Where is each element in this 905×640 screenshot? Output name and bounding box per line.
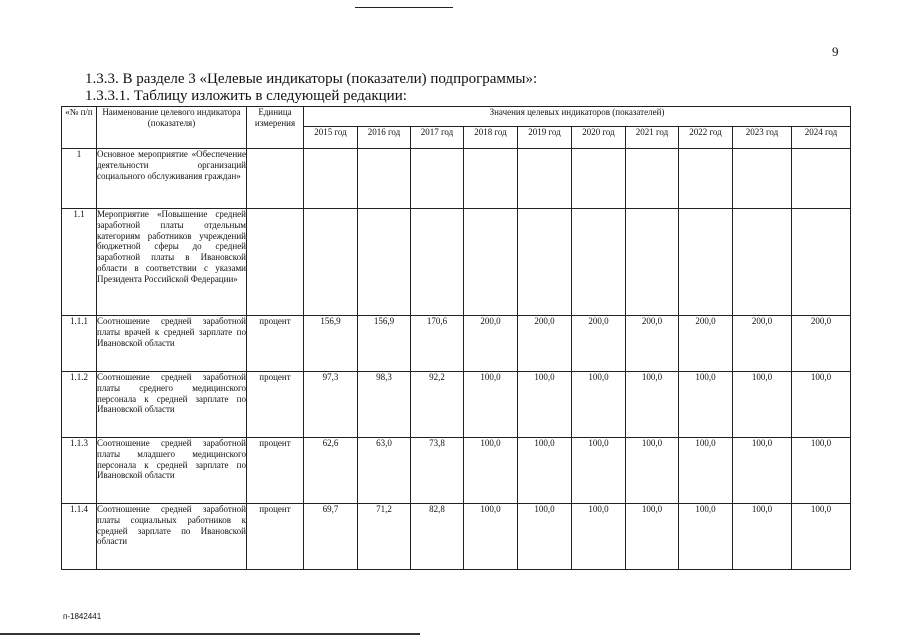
- column-header-number: «№ п/п: [62, 107, 97, 149]
- year-header: 2019 год: [518, 127, 572, 149]
- value-cell: 82,8: [411, 504, 464, 570]
- subsection-heading: 1.3.3.1. Таблицу изложить в следующей редакции:: [85, 88, 407, 104]
- value-cell: 100,0: [679, 438, 733, 504]
- value-cell: 100,0: [572, 372, 626, 438]
- table-row: [62, 438, 851, 504]
- value-cell: 100,0: [518, 504, 572, 570]
- value-cell: [679, 149, 733, 209]
- indicator-name: Соотношение средней заработной платы среднего медицинского персонала к средней зарплате по Ивановской области: [97, 372, 247, 438]
- bottom-divider: [0, 633, 420, 635]
- value-cell: 100,0: [464, 438, 518, 504]
- unit-cell: процент: [247, 438, 304, 504]
- table-row: [62, 149, 851, 209]
- value-cell: 100,0: [626, 438, 679, 504]
- value-cell: 156,9: [358, 316, 411, 372]
- indicators-table: [61, 106, 851, 570]
- indicator-name: Соотношение средней заработной платы младшего медицинского персонала к средней зарплате по Ивановской области: [97, 438, 247, 504]
- page-number: 9: [832, 44, 839, 59]
- table-row: [62, 504, 851, 570]
- row-number: 1.1.2: [62, 372, 97, 438]
- unit-cell: [247, 149, 304, 209]
- value-cell: [411, 149, 464, 209]
- value-cell: 100,0: [733, 438, 792, 504]
- value-cell: 100,0: [518, 438, 572, 504]
- value-cell: [358, 209, 411, 316]
- value-cell: 62,6: [304, 438, 358, 504]
- unit-cell: [247, 209, 304, 316]
- year-header: 2018 год: [464, 127, 518, 149]
- year-header: 2024 год: [792, 127, 851, 149]
- value-cell: 200,0: [518, 316, 572, 372]
- value-cell: [464, 149, 518, 209]
- value-cell: [792, 209, 851, 316]
- value-cell: [358, 149, 411, 209]
- value-cell: [518, 209, 572, 316]
- section-heading: 1.3.3. В разделе 3 «Целевые индикаторы (показатели) подпрограммы»:: [85, 71, 538, 87]
- value-cell: 63,0: [358, 438, 411, 504]
- value-cell: [792, 149, 851, 209]
- value-cell: 100,0: [464, 372, 518, 438]
- year-header: 2021 год: [626, 127, 679, 149]
- unit-cell: процент: [247, 316, 304, 372]
- year-header: 2023 год: [733, 127, 792, 149]
- value-cell: [572, 209, 626, 316]
- value-cell: 100,0: [792, 438, 851, 504]
- header-row: [62, 107, 851, 127]
- column-header-values: Значения целевых индикаторов (показателей): [304, 107, 851, 127]
- value-cell: 100,0: [572, 438, 626, 504]
- value-cell: 100,0: [733, 504, 792, 570]
- unit-cell: процент: [247, 372, 304, 438]
- year-header: 2016 год: [358, 127, 411, 149]
- value-cell: 200,0: [572, 316, 626, 372]
- table-row: [62, 209, 851, 316]
- year-header: 2017 год: [411, 127, 464, 149]
- value-cell: 200,0: [679, 316, 733, 372]
- top-divider: [355, 7, 453, 8]
- table-row: [62, 372, 851, 438]
- value-cell: 100,0: [792, 504, 851, 570]
- value-cell: 170,6: [411, 316, 464, 372]
- value-cell: 100,0: [733, 372, 792, 438]
- row-number: 1.1.3: [62, 438, 97, 504]
- value-cell: [518, 149, 572, 209]
- document-id: п-1842441: [63, 612, 102, 621]
- table-row: [62, 316, 851, 372]
- value-cell: [626, 149, 679, 209]
- value-cell: 100,0: [572, 504, 626, 570]
- value-cell: 92,2: [411, 372, 464, 438]
- value-cell: 98,3: [358, 372, 411, 438]
- value-cell: 100,0: [792, 372, 851, 438]
- year-header: 2015 год: [304, 127, 358, 149]
- value-cell: [626, 209, 679, 316]
- value-cell: 100,0: [626, 372, 679, 438]
- year-header: 2020 год: [572, 127, 626, 149]
- value-cell: [679, 209, 733, 316]
- value-cell: 73,8: [411, 438, 464, 504]
- value-cell: 71,2: [358, 504, 411, 570]
- value-cell: [733, 209, 792, 316]
- value-cell: 69,7: [304, 504, 358, 570]
- value-cell: 200,0: [733, 316, 792, 372]
- unit-cell: процент: [247, 504, 304, 570]
- indicator-name: Основное мероприятие «Обеспечение деятельности организаций социального обслуживания граждан»: [97, 149, 247, 209]
- value-cell: [464, 209, 518, 316]
- value-cell: [304, 209, 358, 316]
- indicator-name: Соотношение средней заработной платы врачей к средней зарплате по Ивановской области: [97, 316, 247, 372]
- value-cell: 100,0: [518, 372, 572, 438]
- year-header: 2022 год: [679, 127, 733, 149]
- value-cell: 100,0: [679, 504, 733, 570]
- value-cell: 97,3: [304, 372, 358, 438]
- value-cell: 200,0: [626, 316, 679, 372]
- value-cell: 100,0: [679, 372, 733, 438]
- row-number: 1.1.4: [62, 504, 97, 570]
- value-cell: 100,0: [626, 504, 679, 570]
- value-cell: 100,0: [464, 504, 518, 570]
- row-number: 1: [62, 149, 97, 209]
- indicator-name: Мероприятие «Повышение средней заработной платы отдельным категориям работников учреждений бюджетной сферы до средней заработной платы в Ивановской области в соответствии с указами Президента Российской Федерации»: [97, 209, 247, 316]
- value-cell: 200,0: [792, 316, 851, 372]
- column-header-name: Наименование целевого индикатора (показателя): [97, 107, 247, 149]
- value-cell: [411, 209, 464, 316]
- value-cell: [733, 149, 792, 209]
- row-number: 1.1.1: [62, 316, 97, 372]
- value-cell: 200,0: [464, 316, 518, 372]
- row-number: 1.1: [62, 209, 97, 316]
- indicator-name: Соотношение средней заработной платы социальных работников к средней зарплате по Ивановской области: [97, 504, 247, 570]
- value-cell: [572, 149, 626, 209]
- value-cell: [304, 149, 358, 209]
- column-header-unit: Единица измерения: [247, 107, 304, 149]
- value-cell: 156,9: [304, 316, 358, 372]
